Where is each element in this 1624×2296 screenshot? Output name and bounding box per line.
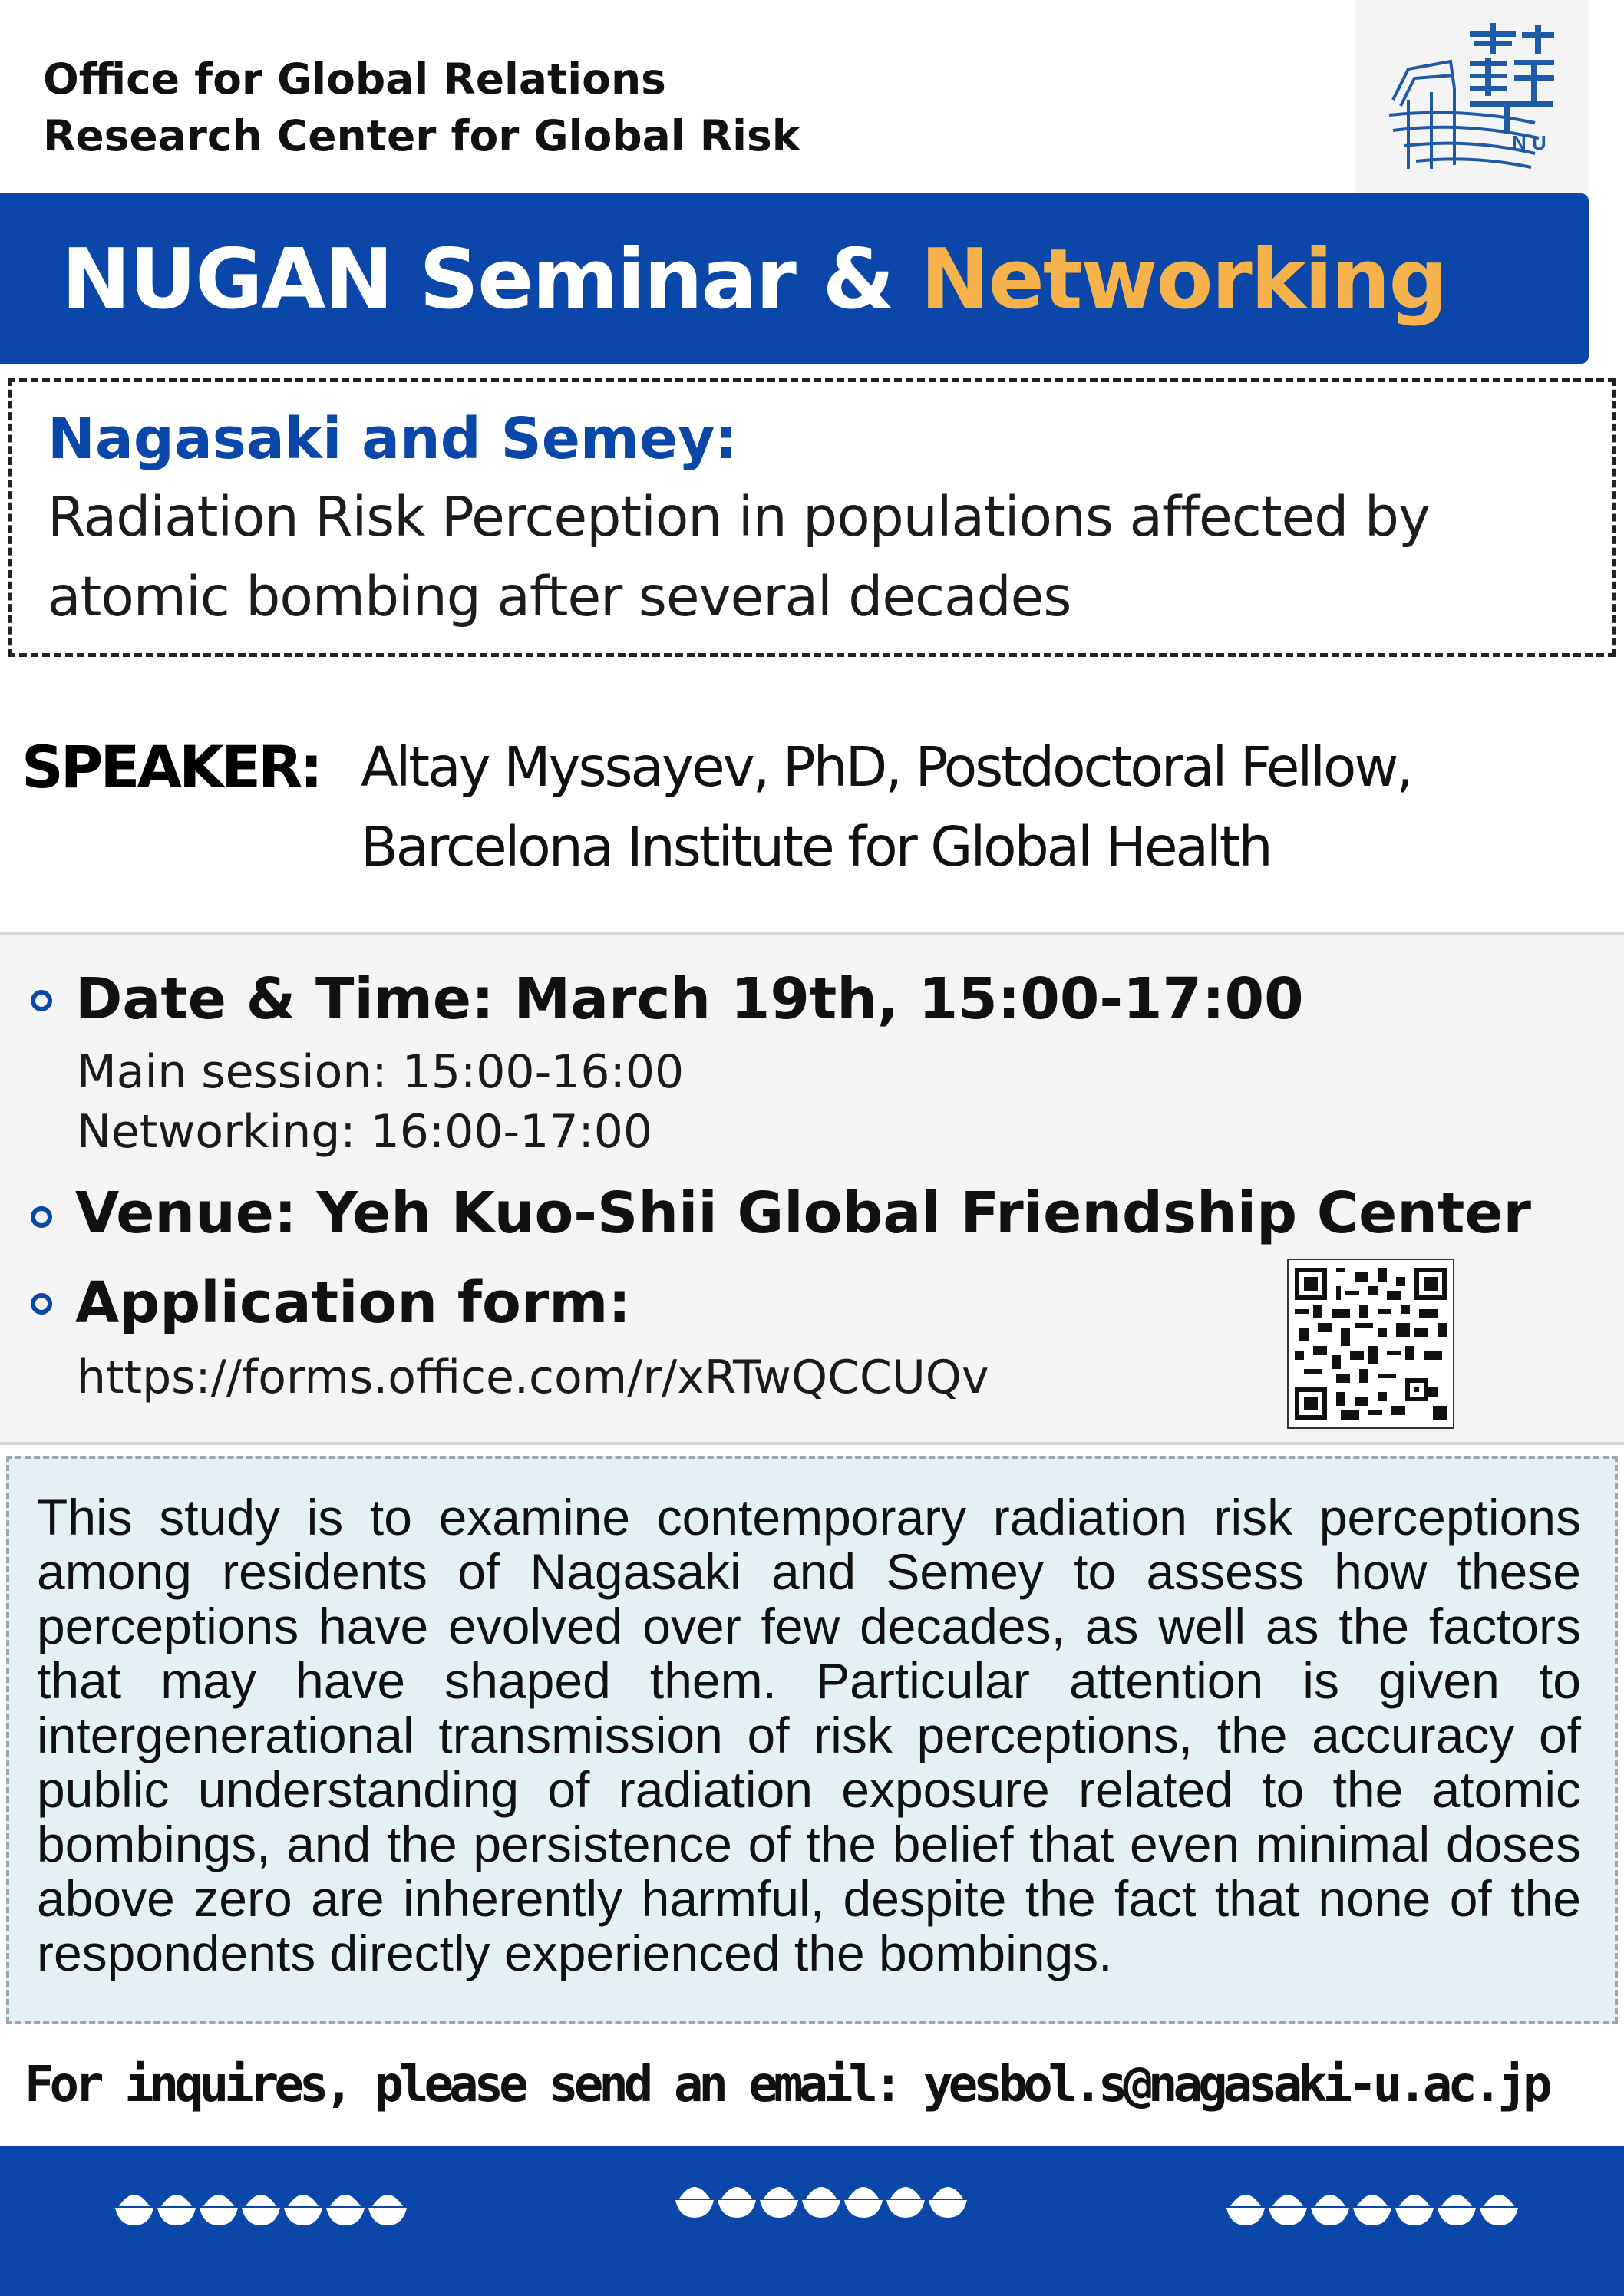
qr-code-icon bbox=[1295, 1266, 1447, 1421]
abstract-text: This study is to examine contemporary radiation risk perceptions among residents of Nagasaki and Semey to assess how these perceptions have evolved over few decades, as well as the factors that may have shaped them. Particular attention is given to intergenerational transmission of risk perceptions, the accuracy of public understanding of radiation exposure related to the atomic bombings, and the persistence of the belief that even minimal doses above zero are inherently harmful, despite the fact that none of the respondents directly experienced the bombings. bbox=[37, 1489, 1581, 1981]
nagasaki-university-logo-icon bbox=[1378, 15, 1570, 196]
topic-heading: Nagasaki and Semey: bbox=[48, 406, 738, 472]
svg-text:N U: N U bbox=[1512, 131, 1546, 154]
application-qr-code[interactable] bbox=[1287, 1259, 1454, 1429]
bullet-icon bbox=[31, 1206, 52, 1228]
lotus-ornament-icon bbox=[1226, 2183, 1518, 2229]
speaker-line-2: Barcelona Institute for Global Health bbox=[361, 815, 1271, 879]
networking-time: Networking: 16:00-17:00 bbox=[77, 1105, 653, 1159]
speaker-line-1: Altay Myssayev, PhD, Postdoctoral Fellow, bbox=[361, 735, 1412, 799]
seminar-title bbox=[61, 230, 1447, 330]
university-logo bbox=[1355, 0, 1589, 212]
lotus-ornament-icon bbox=[115, 2183, 407, 2229]
org-line-1: Office for Global Relations bbox=[43, 54, 666, 104]
speaker-label: SPEAKER: bbox=[21, 733, 320, 801]
date-time-heading: Date & Time: March 19th, 15:00-17:00 bbox=[75, 966, 1304, 1032]
speaker-details bbox=[361, 727, 1411, 887]
application-form-link[interactable]: https://forms.office.com/r/xRTwQCCUQv bbox=[77, 1351, 989, 1404]
lotus-ornament-icon bbox=[675, 2176, 967, 2222]
main-session-time: Main session: 15:00-16:00 bbox=[77, 1045, 685, 1099]
bullet-icon bbox=[31, 1293, 52, 1315]
org-line-2: Research Center for Global Risk bbox=[43, 111, 800, 160]
title-part-main: NUGAN Seminar & bbox=[61, 232, 921, 328]
inquiry-line: For inquires, please send an email: yesbol.s@nagasaki-u.ac.jp bbox=[25, 2057, 1548, 2113]
title-part-accent: Networking bbox=[920, 232, 1447, 328]
application-form-heading: Application form: bbox=[75, 1270, 631, 1336]
venue-heading: Venue: Yeh Kuo-Shii Global Friendship Center bbox=[75, 1180, 1532, 1246]
organization-names bbox=[43, 51, 800, 164]
topic-subtitle: Radiation Risk Perception in populations affected by atomic bombing after several decades bbox=[48, 485, 1430, 628]
bullet-icon bbox=[31, 990, 52, 1011]
